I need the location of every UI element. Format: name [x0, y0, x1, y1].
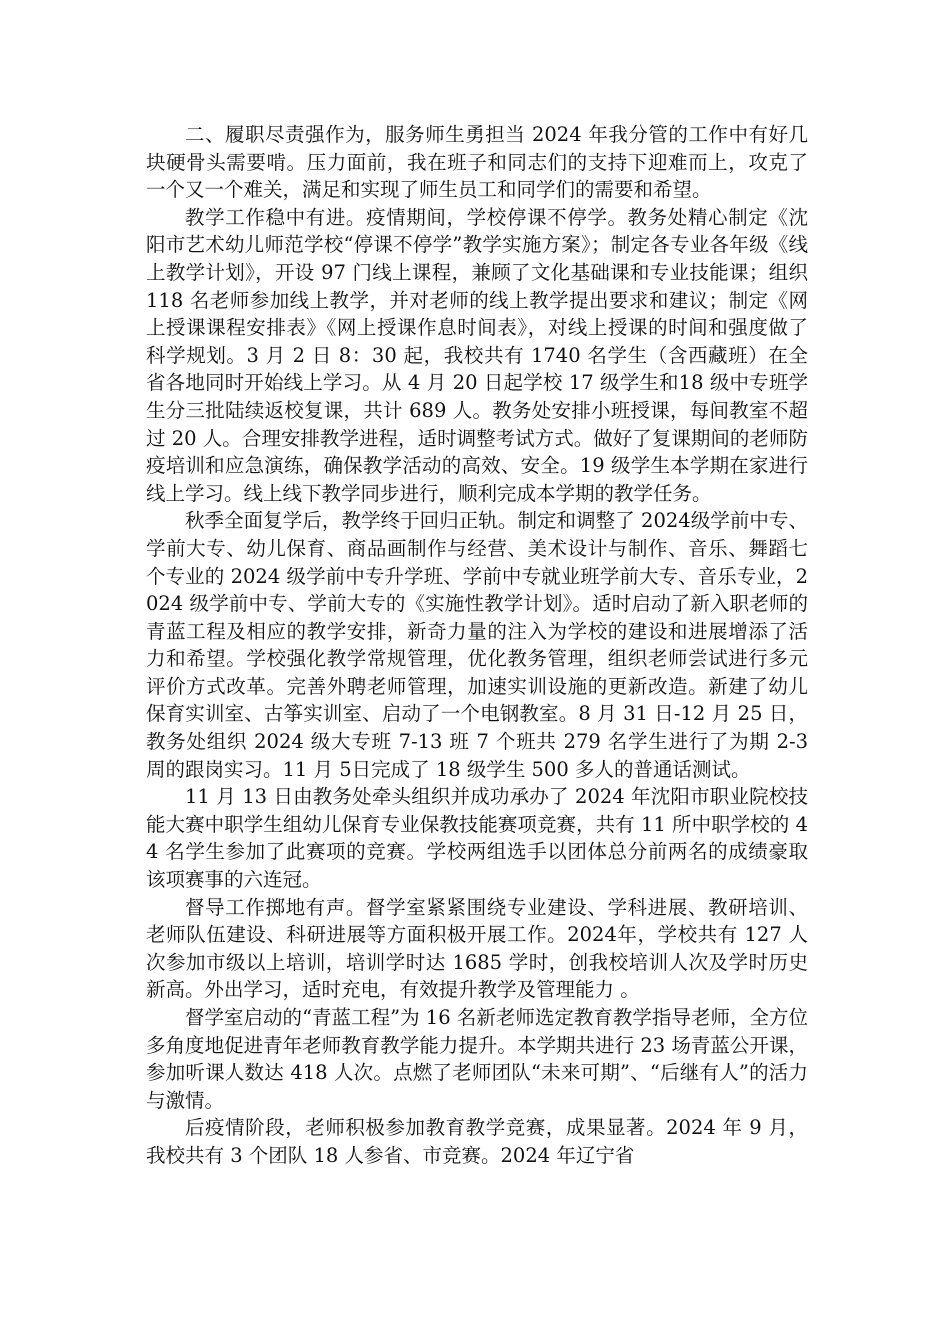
paragraph-skills-competition: 11 月 13 日由教务处牵头组织并成功承办了 2024 年沈阳市职业院校技能大赛中职学生组幼儿保育专业保教技能赛项竞赛，共有 11 所中职学校的 44 名学生参加了此赛项的竞赛。学校两组选手以团体总分前两名的成绩豪取该项赛事的六连冠。	[146, 785, 808, 892]
paragraph-supervision-work: 督导工作掷地有声。督学室紧紧围绕专业建设、学科进展、教研培训、老师队伍建设、科研进展等方面积极开展工作。2024年，学校共有 127 人次参加市级以上培训，培训学时达 1685 学时，创我校培训人次及学时历史新高。外出学习，适时充电，有效提升教学及管理能力 。	[146, 895, 808, 1002]
paragraph-teaching-progress: 教学工作稳中有进。疫情期间，学校停课不停学。教务处精心制定《沈阳市艺术幼儿师范学校“停课不停学”教学实施方案》；制定各专业各年级《线上教学计划》，开设 97 门线上课程，兼顾了文化基础课和专业技能课；组织 118 名老师参加线上教学，并对老师的线上教学提出要求和建议；制定《网上授课课程安排表》《网上授课作息时间表》，对线上授课的时间和强度做了科学规划。3 月 2 日 8：30 起，我校共有 1740 名学生（含西藏班）在全省各地同时开始线上学习。从 4 月 20 日起学校 17 级学生和18 级中专班学生分三批陆续返校复课，共计 689 人。教务处安排小班授课，每间教室不超过 20 人。合理安排教学进程，适时调整考试方式。做好了复课期间的老师防疫培训和应急演练，确保教学活动的高效、安全。19 级学生本学期在家进行线上学习。线上线下教学同步进行，顺利完成本学期的教学任务。	[146, 205, 808, 505]
paragraph-qinglan-project: 督学室启动的“青蓝工程”为 16 名新老师选定教育教学指导老师，全方位多角度地促进青年老师教育教学能力提升。本学期共进行 23 场青蓝公开课，参加听课人数达 418 人次。点燃了老师团队“未来可期”、“后继有人”的活力与激情。	[146, 1006, 808, 1112]
paragraph-duty-intro: 二、履职尽责强作为，服务师生勇担当 2024 年我分管的工作中有好几块硬骨头需要啃。压力面前，我在班子和同志们的支持下迎难而上，攻克了一个又一个难关，满足和实现了师生员工和同学们的需要和希望。	[146, 123, 808, 202]
paragraph-post-epidemic: 后疫情阶段，老师积极参加教育教学竞赛，成果显著。2024 年 9 月，我校共有 3 个团队 18 人参省、市竞赛。2024 年辽宁省	[146, 1116, 808, 1167]
paragraph-autumn-resumption: 秋季全面复学后，教学终于回归正轨。制定和调整了 2024级学前中专、学前大专、幼儿保育、商品画制作与经营、美术设计与制作、音乐、舞蹈七个专业的 2024 级学前中专升学班、学前中专就业班学前大专、音乐专业，2024 级学前中专、学前大专的《实施性教学计划》。适时启动了新入职老师的青蓝工程及相应的教学安排，新奇力量的注入为学校的建设和进展增添了活力和希望。学校强化教学常规管理，优化教务管理，组织老师尝试进行多元评价方式改革。完善外聘老师管理，加速实训设施的更新改造。新建了幼儿保育实训室、古筝实训室、启动了一个电钢教室。8 月 31 日-12 月 25 日，教务处组织 2024 级大专班 7-13 班 7 个班共 279 名学生进行了为期 2-3 周的跟岗实习。11 月 5日完成了 18 级学生 500 多人的普通话测试。	[146, 509, 808, 781]
document-body	[146, 121, 808, 1170]
